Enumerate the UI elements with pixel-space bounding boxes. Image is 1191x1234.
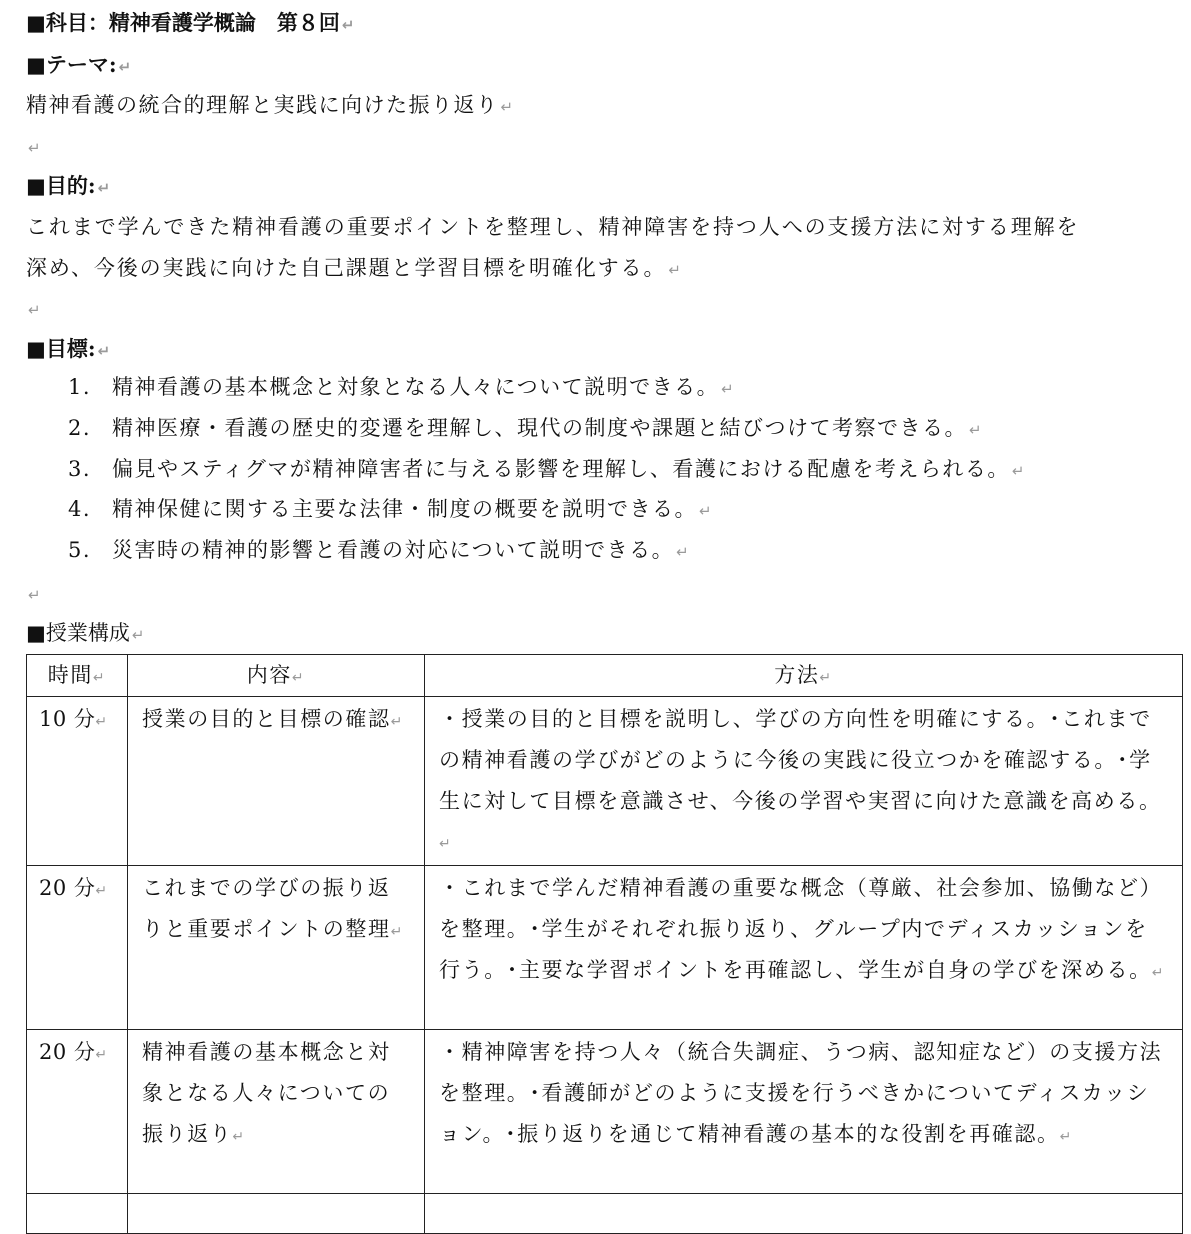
cell-time: 20 分↵ <box>27 1030 128 1194</box>
paragraph-mark: ↵ <box>291 670 306 686</box>
paragraph-mark: ↵ <box>1151 964 1166 981</box>
paragraph-mark: ↵ <box>969 421 984 439</box>
paragraph-mark: ↵ <box>341 16 355 34</box>
paragraph-mark: ↵ <box>1059 1128 1073 1145</box>
paragraph-mark: ↵ <box>28 139 41 157</box>
paragraph-mark: ↵ <box>232 1128 246 1145</box>
table-row <box>27 866 1183 1030</box>
paragraph-mark: ↵ <box>95 883 108 900</box>
paragraph-mark: ↵ <box>500 98 515 116</box>
paragraph-mark: ↵ <box>28 586 41 604</box>
paragraph-mark: ↵ <box>118 58 132 76</box>
cell-content: これまでの学びの振り返りと重要ポイントの整理↵ <box>128 866 425 1030</box>
lesson-structure-table <box>26 654 1183 1234</box>
subject-line: ■科目：精神看護学概論 第８回 ↵ <box>26 10 355 35</box>
paragraph-mark: ↵ <box>721 380 736 398</box>
empty-paragraph <box>26 293 41 325</box>
paragraph-mark: ↵ <box>95 714 108 730</box>
paragraph-mark: ↵ <box>390 714 404 730</box>
cell-method: ・これまで学んだ精神看護の重要な概念（尊厳、社会参加、協働など）を整理。･学生がそれぞれ振り返り、グループ内でディスカッションを行う。･主要な学習ポイントを再確認し、学生が自身の学びを深める。↵ <box>425 866 1183 1030</box>
cell-time <box>27 1194 128 1234</box>
purpose-text-line1: これまで学んできた精神看護の重要ポイントを整理し、精神障害を持つ人への支援方法に対する理解を <box>26 215 1080 239</box>
cell-time: 10 分↵ <box>27 697 128 866</box>
theme-text: 精神看護の統合的理解と実践に向けた振り返り ↵ <box>26 93 515 117</box>
paragraph-mark: ↵ <box>676 543 691 561</box>
header-time: 時間↵ <box>27 655 128 697</box>
paragraph-mark: ↵ <box>92 670 107 686</box>
cell-content: 精神看護の基本概念と対象となる人々についての振り返り↵ <box>128 1030 425 1194</box>
paragraph-mark: ↵ <box>699 502 714 520</box>
paragraph-mark: ↵ <box>819 670 833 686</box>
paragraph-mark: ↵ <box>97 179 111 197</box>
table-header-row <box>27 655 1183 697</box>
cell-time: 20 分↵ <box>27 866 128 1030</box>
paragraph-mark: ↵ <box>95 1047 108 1064</box>
cell-content <box>128 1194 425 1234</box>
paragraph-mark: ↵ <box>1011 462 1026 480</box>
cell-method <box>425 1194 1183 1234</box>
table-row <box>27 697 1183 866</box>
cell-content: 授業の目的と目標の確認↵ <box>128 697 425 866</box>
header-content: 内容↵ <box>128 655 425 697</box>
theme-heading: ■テーマ: ↵ <box>26 52 132 77</box>
header-method: 方法↵ <box>425 655 1183 697</box>
empty-paragraph <box>26 578 41 610</box>
paragraph-mark: ↵ <box>439 836 453 853</box>
table-row <box>27 1194 1183 1234</box>
table-row <box>27 1030 1183 1194</box>
cell-method: ・授業の目的と目標を説明し、学びの方向性を明確にする。･これまでの精神看護の学びがどのように今後の実践に役立つかを確認する。･学生に対して目標を意識させ、今後の学習や実習に向けた意識を高める。↵ <box>425 697 1183 866</box>
paragraph-mark: ↵ <box>390 923 404 940</box>
cell-method: ・精神障害を持つ人々（統合失調症、うつ病、認知症など）の支援方法を整理。･看護師がどのように支援を行うべきかについてディスカッション。･振り返りを通じて精神看護の基本的な役割を再確認。↵ <box>425 1030 1183 1194</box>
empty-paragraph <box>26 131 41 163</box>
paragraph-mark: ↵ <box>668 261 683 279</box>
goals-heading: ■目標: ↵ <box>26 336 111 361</box>
paragraph-mark: ↵ <box>131 626 145 644</box>
paragraph-mark: ↵ <box>97 342 111 360</box>
structure-heading: ■授業構成 ↵ <box>26 621 145 645</box>
purpose-heading: ■目的: ↵ <box>26 173 111 198</box>
purpose-text-line2: 深め、今後の実践に向けた自己課題と学習目標を明確化する。 ↵ <box>26 256 683 280</box>
paragraph-mark: ↵ <box>28 301 41 319</box>
